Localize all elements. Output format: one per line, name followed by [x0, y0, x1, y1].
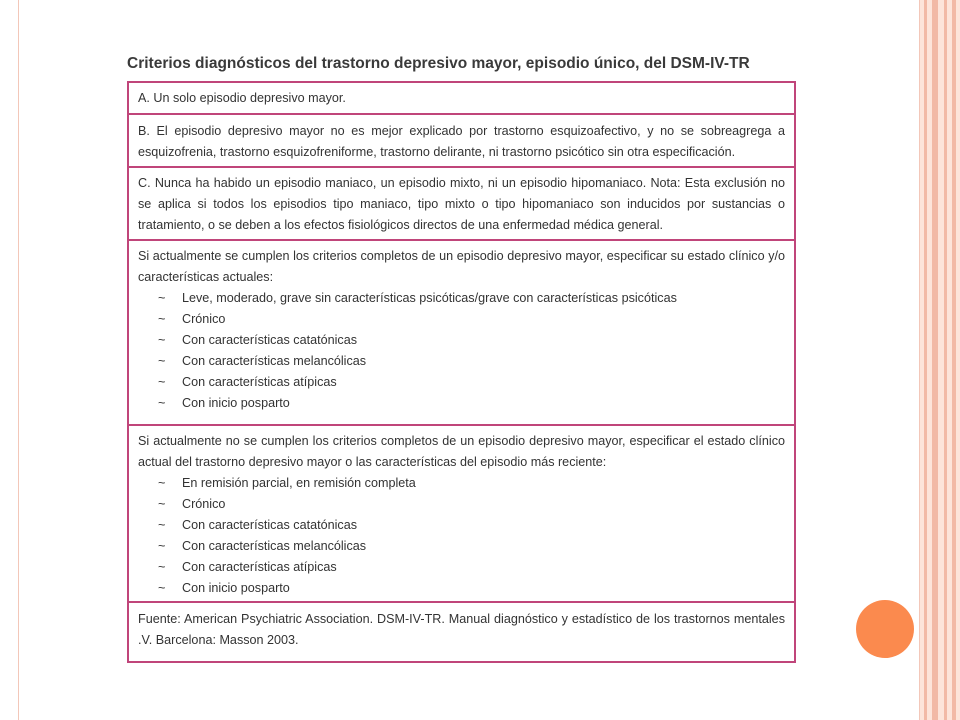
- table-title: Criterios diagnósticos del trastorno depresivo mayor, episodio único, del DSM-IV-TR: [127, 55, 750, 72]
- list-item: [138, 494, 785, 515]
- list-item-text: Con características catatónicas: [182, 333, 357, 347]
- source-citation: Fuente: American Psychiatric Association. DSM-IV-TR. Manual diagnóstico y estadístico de los trastornos mentales .V. Barcelona: Masson 2003.: [129, 601, 794, 661]
- list-item: [138, 393, 785, 414]
- list-item: [138, 557, 785, 578]
- specifier-intro: Si actualmente no se cumplen los criterios completos de un episodio depresivo mayor, especificar el estado clínico actual del trastorno depresivo mayor o las características del episodio más reciente:: [138, 434, 785, 469]
- list-item-text: Crónico: [182, 312, 226, 326]
- tilde-bullet: ~: [158, 539, 166, 553]
- tilde-bullet: ~: [158, 518, 166, 532]
- criterion-c: C. Nunca ha habido un episodio maniaco, un episodio mixto, ni un episodio hipomaniaco. Nota: Esta exclusión no se aplica si todos los episodios tipo maniaco, tipo mixto o tipo hipomaniaco son inducidos por sustancias o tratamiento, o se deben a los efectos fisiológicos directos de una enfermedad médica general.: [129, 166, 794, 239]
- band-stripe: [952, 0, 956, 720]
- specifier-intro: Si actualmente se cumplen los criterios completos de un episodio depresivo mayor, especificar su estado clínico y/o características actuales:: [138, 249, 785, 284]
- list-item: [138, 578, 785, 599]
- tilde-bullet: ~: [158, 497, 166, 511]
- tilde-bullet: ~: [158, 291, 166, 305]
- tilde-bullet: ~: [158, 560, 166, 574]
- list-item: [138, 309, 785, 330]
- specifier-current-episode: [129, 239, 794, 424]
- band-stripe: [932, 0, 938, 720]
- specifier-list: [138, 473, 785, 599]
- list-item-text: Con características melancólicas: [182, 539, 367, 553]
- criterion-a: A. Un solo episodio depresivo mayor.: [138, 91, 346, 105]
- criteria-table: [127, 81, 796, 663]
- list-item-text: En remisión parcial, en remisión completa: [182, 476, 416, 490]
- tilde-bullet: ~: [158, 312, 166, 326]
- list-item: [138, 536, 785, 557]
- tilde-bullet: ~: [158, 476, 166, 490]
- list-item-text: Con características melancólicas: [182, 354, 367, 368]
- specifier-not-current-episode: [129, 424, 794, 601]
- criterion-b: B. El episodio depresivo mayor no es mejor explicado por trastorno esquizoafectivo, y no se sobreagrega a esquizofrenia, trastorno esquizofreniforme, trastorno delirante, ni trastorno psicótico sin otra especificación.: [129, 113, 794, 166]
- tilde-bullet: ~: [158, 396, 166, 410]
- list-item: [138, 351, 785, 372]
- list-item-text: Con características atípicas: [182, 375, 337, 389]
- tilde-bullet: ~: [158, 581, 166, 595]
- tilde-bullet: ~: [158, 354, 166, 368]
- decorative-side-band: [920, 0, 960, 720]
- list-item: [138, 330, 785, 351]
- list-item: [138, 473, 785, 494]
- band-stripe: [924, 0, 927, 720]
- specifier-list: [138, 288, 785, 414]
- list-item: [138, 372, 785, 393]
- list-item: [138, 288, 785, 309]
- list-item-text: Leve, moderado, grave sin características psicóticas/grave con características psicóticas: [182, 291, 677, 305]
- list-item: [138, 515, 785, 536]
- list-item-text: Con inicio posparto: [182, 396, 290, 410]
- tilde-bullet: ~: [158, 375, 166, 389]
- list-item-text: Con características atípicas: [182, 560, 337, 574]
- accent-circle: [856, 600, 914, 658]
- tilde-bullet: ~: [158, 333, 166, 347]
- band-stripe: [944, 0, 947, 720]
- list-item-text: Con inicio posparto: [182, 581, 290, 595]
- list-item-text: Con características catatónicas: [182, 518, 357, 532]
- list-item-text: Crónico: [182, 497, 226, 511]
